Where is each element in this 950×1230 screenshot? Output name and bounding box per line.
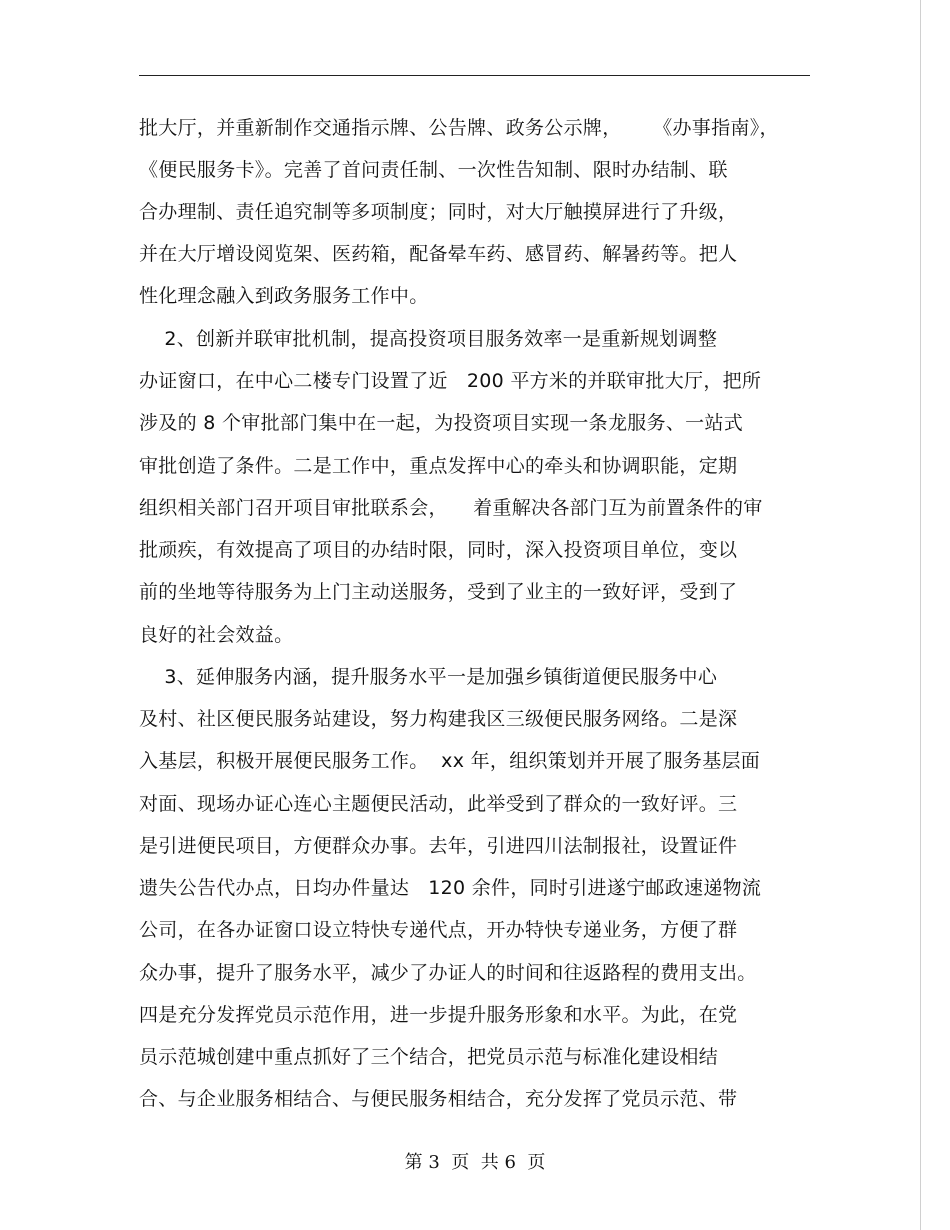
text-line: 公司，在各办证窗口设立特快专递代点，开办特快专递业务，方便了群	[139, 919, 738, 941]
header-rule	[139, 75, 810, 76]
text-line: 批大厅，并重新制作交通指示牌、公告牌、政务公示牌， 《办事指南》，	[139, 117, 779, 139]
page-edge	[920, 0, 921, 1230]
text-line: 入基层，积极开展便民服务工作。 xx 年，组织策划并开展了服务基层面	[139, 750, 761, 772]
text-line: 前的坐地等待服务为上门主动送服务，受到了业主的一致好评，受到了	[139, 581, 738, 603]
text-line: 及村、社区便民服务站建设，努力构建我区三级便民服务网络。二是深	[139, 708, 738, 730]
text-line: 四是充分发挥党员示范作用，进一步提升服务形象和水平。为此，在党	[139, 1004, 738, 1026]
text-line: 《便民服务卡》。完善了首问责任制、一次性告知制、限时办结制、联	[139, 159, 728, 181]
page-number-footer: 第 3 页 共 6 页	[404, 1152, 546, 1173]
text-line: 是引进便民项目，方便群众办事。去年，引进四川法制报社，设置证件	[139, 835, 738, 857]
text-line: 批顽疾，有效提高了项目的办结时限，同时，深入投资项目单位，变以	[139, 539, 738, 561]
text-line: 合、与企业服务相结合、与便民服务相结合，充分发挥了党员示范、带	[139, 1088, 738, 1110]
text-line: 3、延伸服务内涵，提升服务水平一是加强乡镇街道便民服务中心	[139, 666, 718, 688]
text-line: 合办理制、责任追究制等多项制度；同时，对大厅触摸屏进行了升级，	[139, 201, 738, 223]
text-line: 众办事，提升了服务水平，减少了办证人的时间和往返路程的费用支出。	[139, 962, 757, 984]
text-line: 审批创造了条件。二是工作中，重点发挥中心的牵头和协调职能，定期	[139, 455, 738, 477]
text-line: 性化理念融入到政务服务工作中。	[139, 285, 429, 307]
text-line: 2、创新并联审批机制，提高投资项目服务效率一是重新规划调整	[139, 328, 718, 350]
text-line: 并在大厅增设阅览架、医药箱，配备晕车药、感冒药、解暑药等。把人	[139, 243, 738, 265]
text-line: 涉及的 8 个审批部门集中在一起，为投资项目实现一条龙服务、一站式	[139, 412, 744, 434]
text-line: 对面、现场办证心连心主题便民活动，此举受到了群众的一致好评。三	[139, 793, 738, 815]
text-line: 办证窗口，在中心二楼专门设置了近 200 平方米的并联审批大厅，把所	[139, 370, 762, 392]
text-line: 良好的社会效益。	[139, 624, 294, 646]
text-line: 遗失公告代办点，日均办件量达 120 余件，同时引进遂宁邮政速递物流	[139, 877, 762, 899]
text-line: 员示范城创建中重点抓好了三个结合，把党员示范与标准化建设相结	[139, 1046, 719, 1068]
text-line: 组织相关部门召开项目审批联系会， 着重解决各部门互为前置条件的审	[139, 497, 763, 519]
